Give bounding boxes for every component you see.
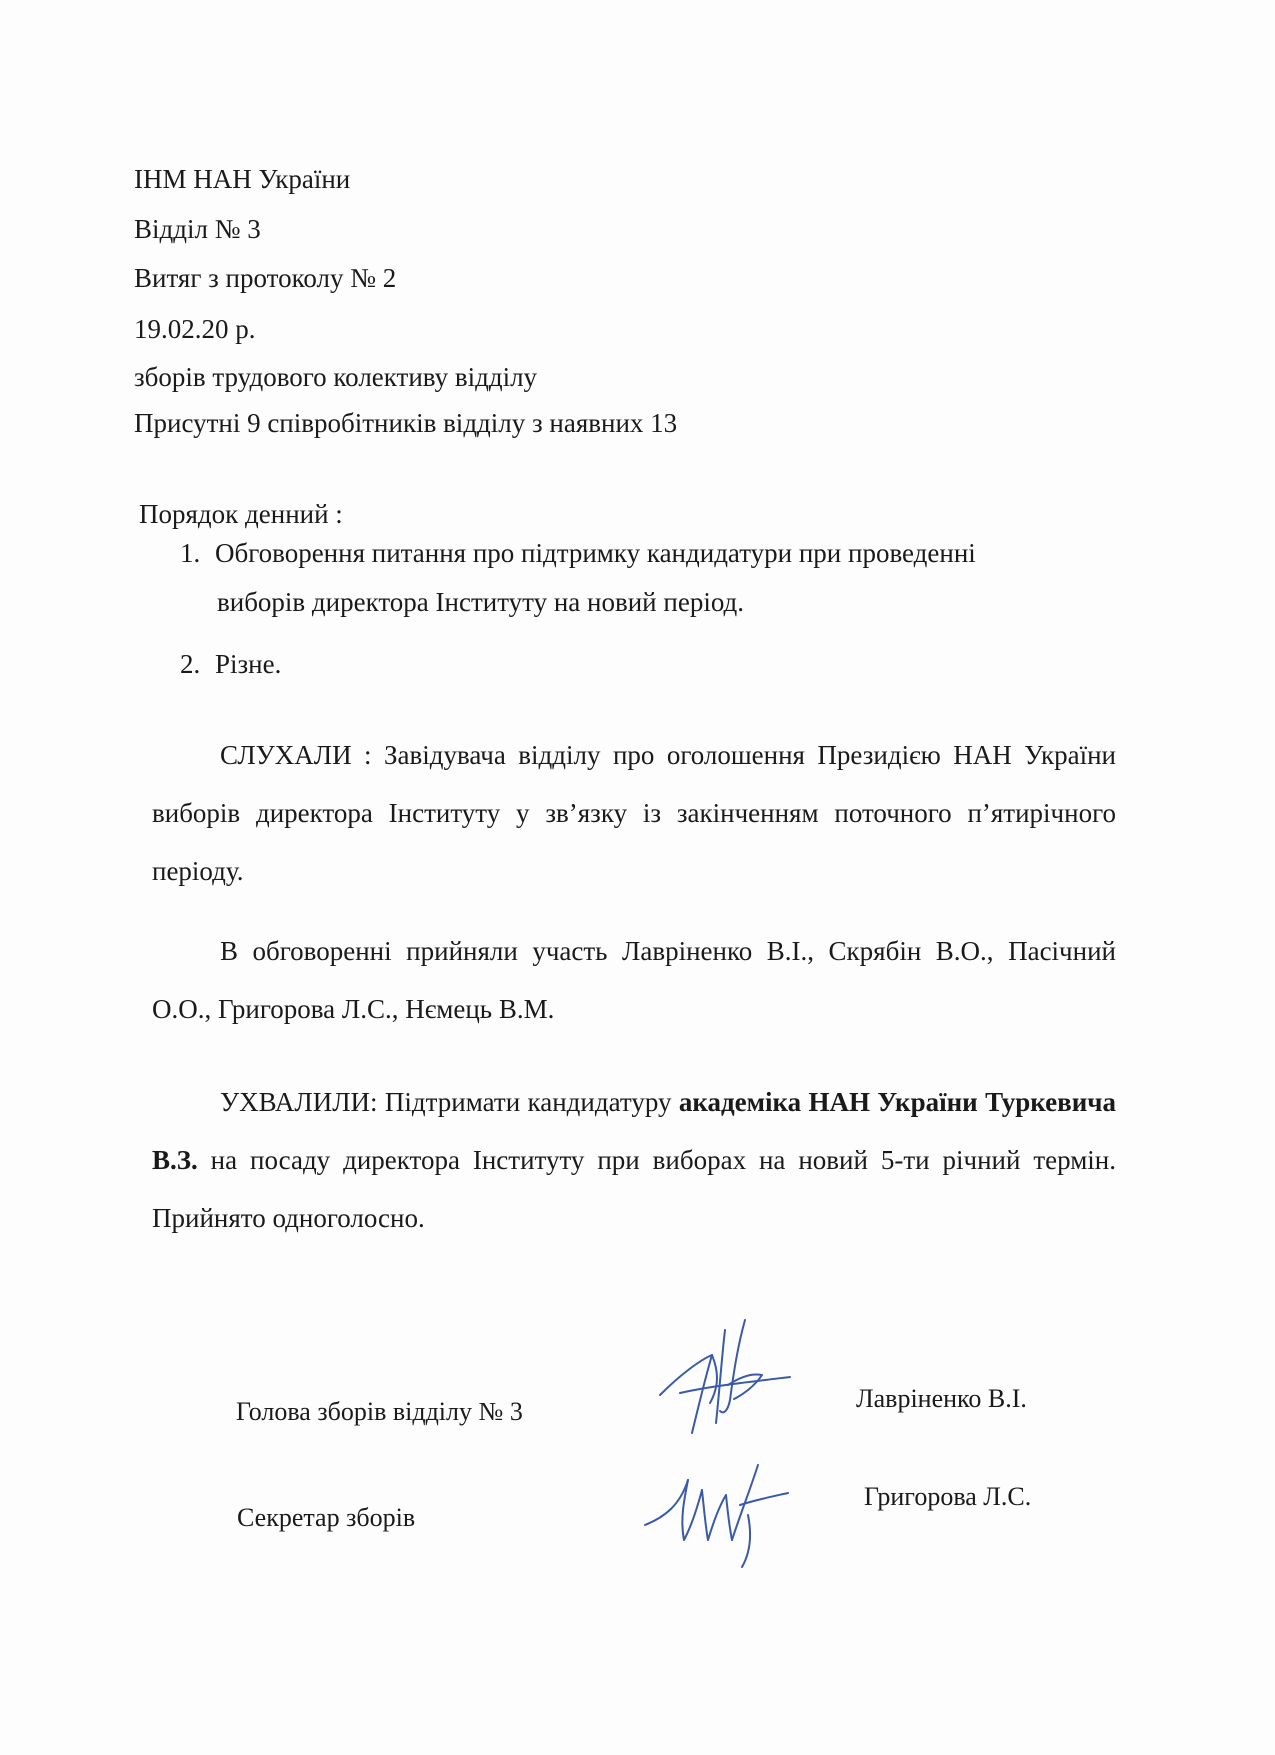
protocol-extract: Витяг з протоколу № 2	[134, 263, 397, 293]
department-number: Відділ № 3	[134, 214, 261, 244]
protocol-date: 19.02.20 р.	[134, 314, 256, 344]
agenda-item-2-line1: Різне.	[215, 649, 282, 679]
discussion-paragraph	[152, 922, 1116, 1038]
secretary-name: Григорова Л.С.	[864, 1482, 1032, 1511]
attendance-line: Присутні 9 співробітників відділу з наявних 13	[134, 408, 678, 438]
heard-text: СЛУХАЛИ : Завідувача відділу про оголошення Президією НАН України виборів директора Інституту у зв’язку із закінченням поточного п’ятирічного періоду.	[152, 740, 1116, 886]
agenda-title: Порядок денний :	[139, 499, 343, 529]
agenda-item-1-line2: виборів директора Інституту на новий період.	[217, 587, 745, 617]
institute-name: ІНМ НАН України	[134, 164, 351, 194]
agenda-item-1-line1: Обговорення питання про підтримку кандидатури при проведенні	[215, 538, 976, 568]
decision-candidate: академіка НАН України Туркевича В.З.	[152, 1087, 1116, 1175]
heard-paragraph	[152, 726, 1116, 900]
decision-paragraph	[152, 1073, 1116, 1247]
secretary-signature	[640, 1445, 800, 1570]
chair-name: Лавріненко В.І.	[856, 1384, 1027, 1413]
chair-label: Голова зборів відділу № 3	[236, 1397, 523, 1426]
meeting-type: зборів трудового колективу відділу	[134, 362, 538, 392]
agenda-item-1-number: 1.	[180, 538, 201, 568]
decision-prefix: УХВАЛИЛИ: Підтримати кандидатуру	[220, 1087, 679, 1117]
discussion-text: В обговоренні прийняли участь Лавріненко В.І., Скрябін В.О., Пасічний О.О., Григорова Л.С., Нємець В.М.	[152, 936, 1116, 1024]
agenda-item-2-number: 2.	[180, 649, 201, 679]
decision-suffix: на посаду директора Інституту при виборах на новий 5-ти річний термін. Прийнято одноголосно.	[152, 1145, 1116, 1233]
chair-signature	[650, 1315, 800, 1445]
secretary-label: Секретар зборів	[237, 1503, 416, 1532]
